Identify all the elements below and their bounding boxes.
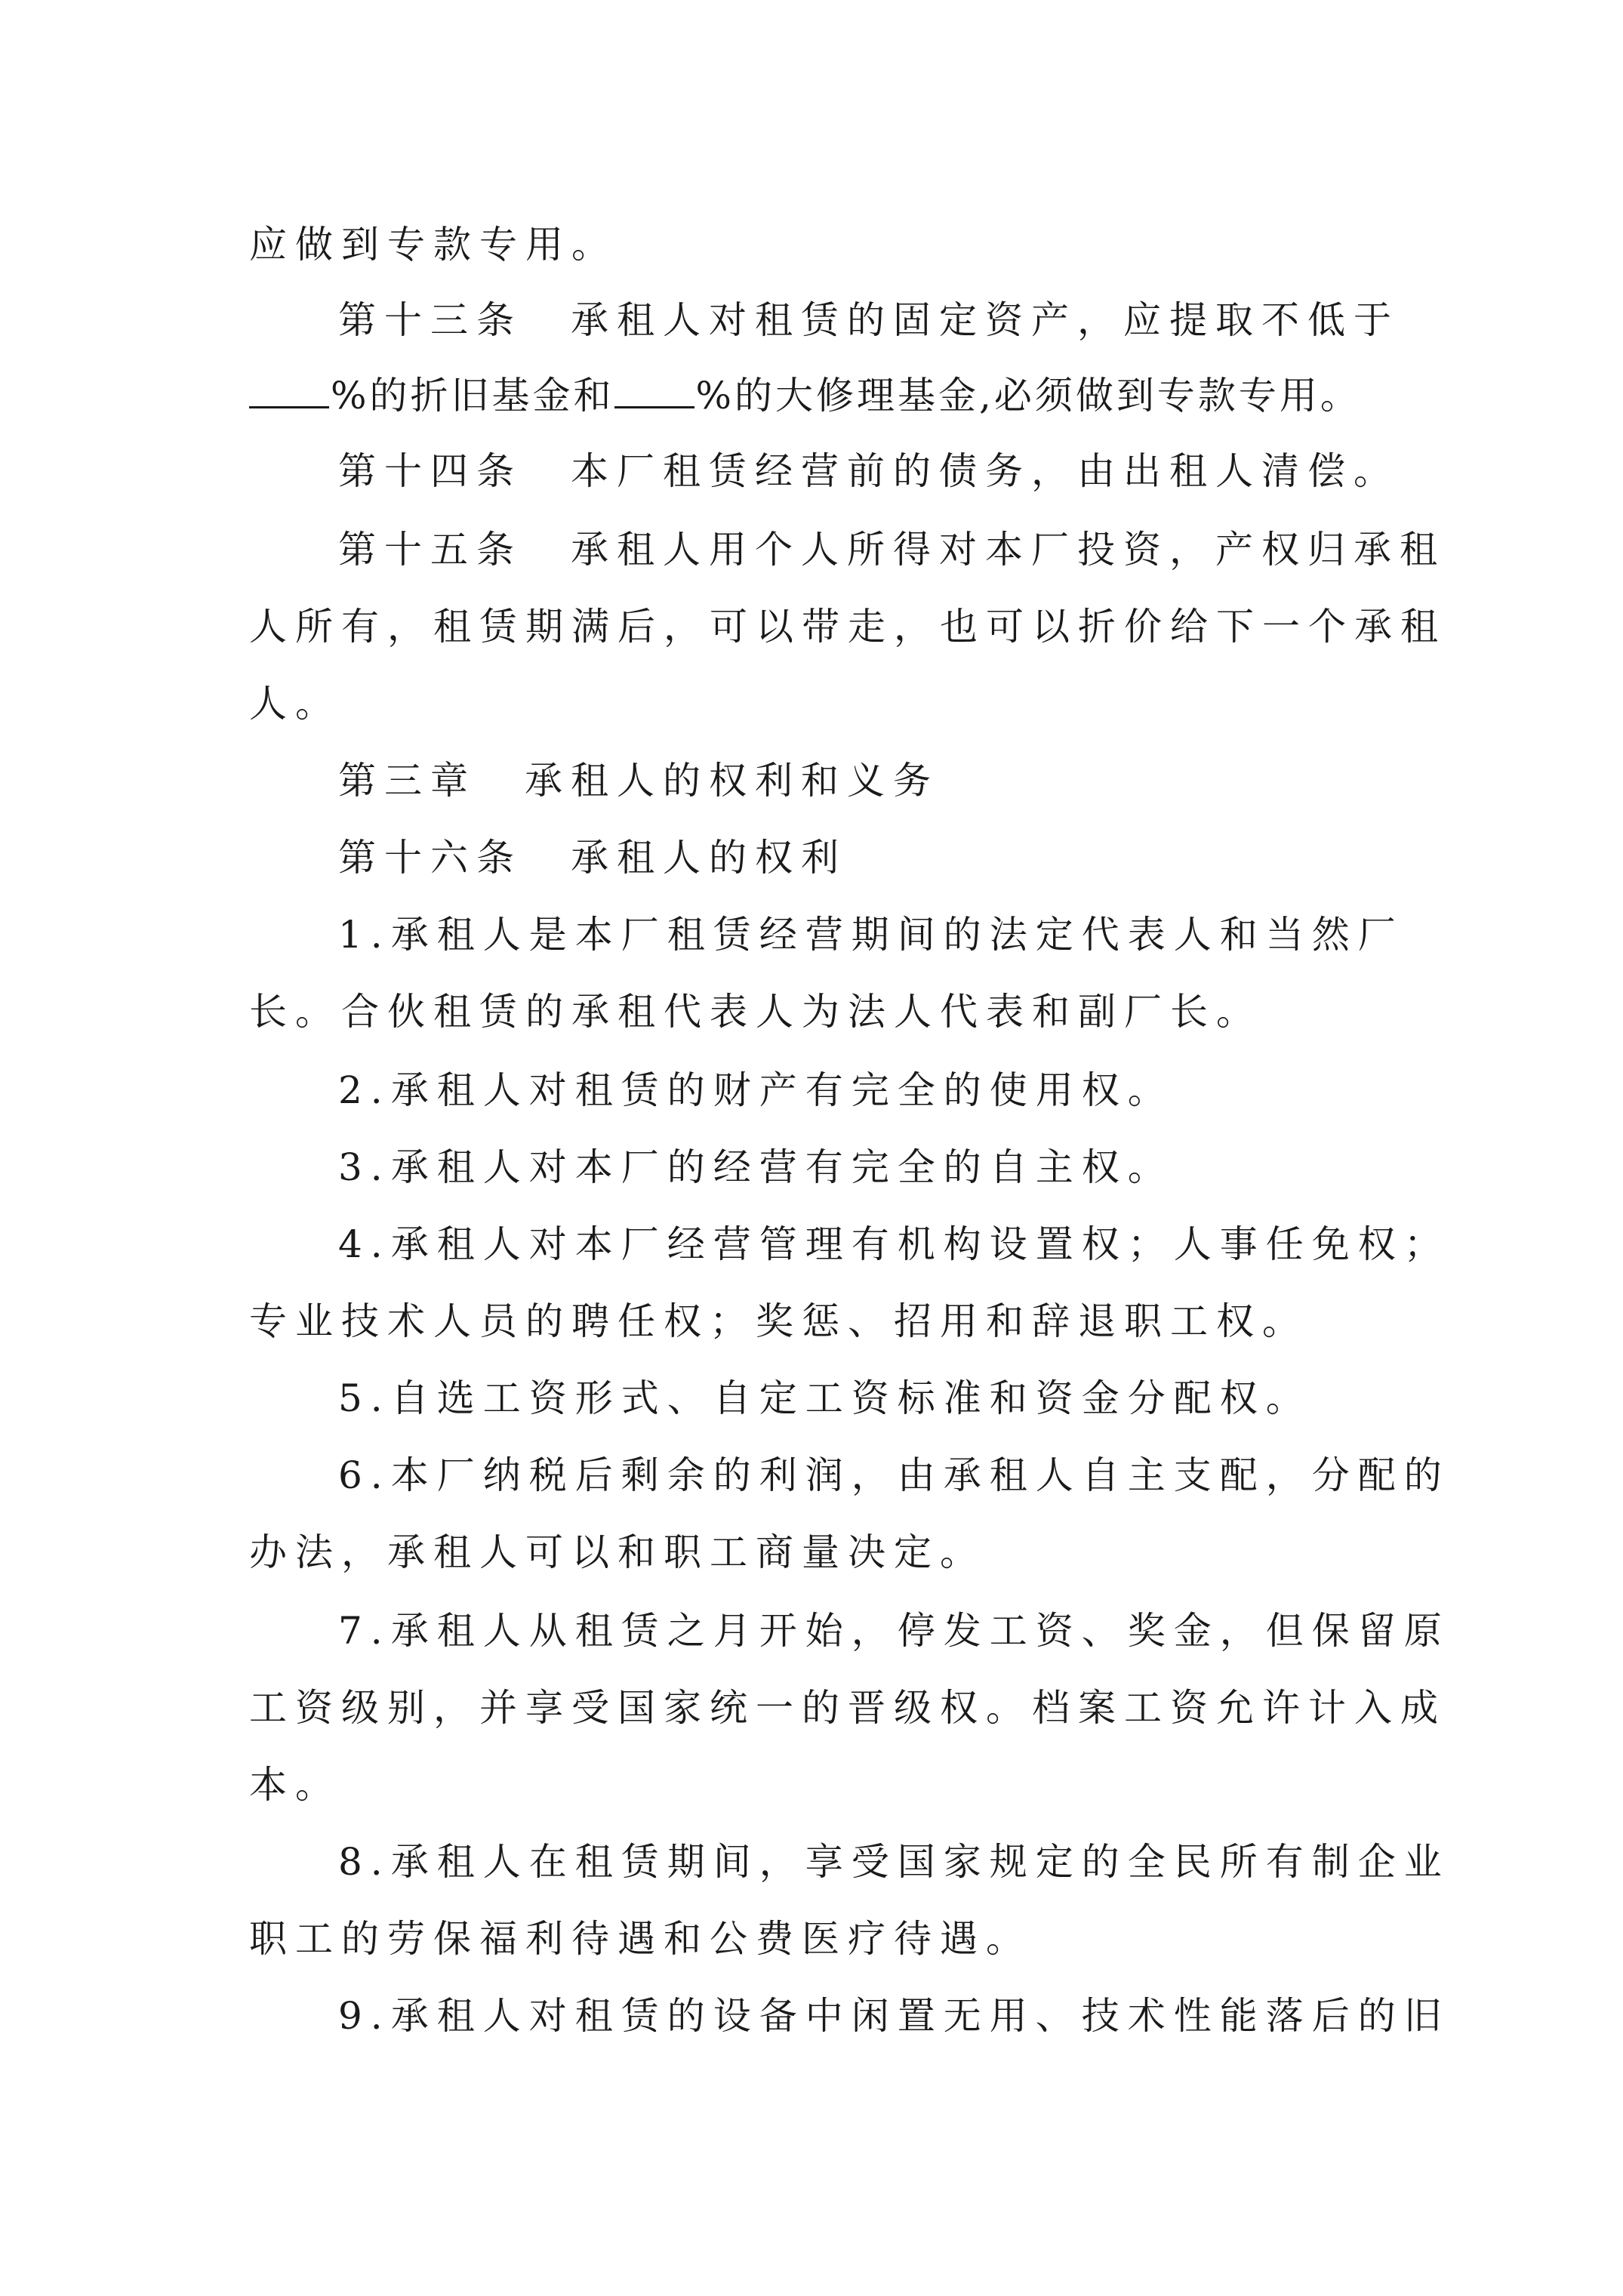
article-text: %的大修理基金,必须做到专款专用。 — [695, 374, 1361, 418]
list-item-7-continued — [249, 1670, 1446, 1746]
list-item-6 — [338, 1438, 1450, 1513]
list-text: 办法，承租人可以和职工商量决定。 — [249, 1530, 986, 1574]
list-item-6-continued — [249, 1515, 1397, 1590]
list-item-7-continued — [249, 1747, 1397, 1823]
list-text: 7.承租人从租赁之月开始，停发工资、奖金，但保留原 — [338, 1609, 1450, 1653]
fill-in-blank — [614, 362, 694, 408]
list-text: 专业技术人员的聘任权；奖惩、招用和辞退职工权。 — [249, 1299, 1308, 1343]
article-number: 第十三条 — [338, 298, 522, 342]
article-number: 第十四条 — [338, 449, 522, 493]
article-text: 承租人对租赁的固定资产，应提取不低于 — [571, 298, 1400, 342]
list-item-7 — [338, 1593, 1450, 1669]
list-item-3 — [338, 1130, 1397, 1205]
list-item-8-continued — [249, 1901, 1397, 1977]
list-text: 9.承租人对租赁的设备中闲置无用、技术性能落后的旧 — [338, 1994, 1450, 2038]
article-text: 承租人用个人所得对本厂投资，产权归承租 — [571, 528, 1446, 572]
list-text: 3.承租人对本厂的经营有完全的自主权。 — [338, 1145, 1174, 1189]
article-14 — [338, 433, 1400, 509]
list-text: 1.承租人是本厂租赁经营期间的法定代表人和当然厂 — [338, 913, 1404, 957]
article-title: 承租人的权利 — [571, 836, 847, 880]
article-text: %的折旧基金和 — [331, 374, 614, 418]
list-item-5 — [338, 1361, 1397, 1436]
article-text: 本厂租赁经营前的债务，由出租人清偿。 — [571, 449, 1400, 493]
list-text: 6.本厂纳税后剩余的利润，由承租人自主支配，分配的 — [338, 1453, 1450, 1497]
chapter-title: 承租人的权利和义务 — [525, 759, 939, 803]
paragraph-text: 应做到专款专用。 — [249, 223, 617, 267]
chapter-heading — [338, 743, 1397, 818]
chapter-number: 第三章 — [338, 759, 476, 803]
article-number: 第十五条 — [338, 528, 522, 572]
list-text: 职工的劳保福利待遇和公费医疗待遇。 — [249, 1917, 1032, 1961]
article-16 — [338, 820, 1397, 895]
article-13-continued — [249, 358, 1397, 433]
text-line — [249, 589, 1446, 664]
article-13 — [338, 282, 1400, 358]
list-text: 4.承租人对本厂经营管理有机构设置权；人事任免权； — [338, 1222, 1450, 1266]
text-line — [249, 666, 1397, 741]
list-text: 本。 — [249, 1763, 341, 1807]
paragraph-text: 人所有，租赁期满后，可以带走，也可以折价给下一个承租 — [249, 605, 1446, 649]
list-text: 8.承租人在租赁期间，享受国家规定的全民所有制企业 — [338, 1840, 1450, 1884]
article-15 — [338, 512, 1446, 587]
list-text: 工资级别，并享受国家统一的晋级权。档案工资允许计入成 — [249, 1686, 1446, 1730]
list-item-2 — [338, 1052, 1397, 1128]
list-item-4-continued — [249, 1284, 1397, 1359]
list-item-1-continued — [249, 974, 1397, 1049]
list-text: 2.承租人对租赁的财产有完全的使用权。 — [338, 1068, 1174, 1112]
article-number: 第十六条 — [338, 836, 522, 880]
list-text: 5.自选工资形式、自定工资标准和资金分配权。 — [338, 1376, 1312, 1420]
list-item-8 — [338, 1824, 1450, 1900]
fill-in-blank — [249, 362, 329, 408]
paragraph-text: 人。 — [249, 682, 341, 726]
list-item-4 — [338, 1207, 1450, 1282]
text-line-1 — [249, 207, 1397, 282]
list-text: 长。合伙租赁的承租代表人为法人代表和副厂长。 — [249, 990, 1262, 1034]
list-item-1 — [338, 897, 1404, 972]
list-item-9 — [338, 1978, 1450, 2054]
